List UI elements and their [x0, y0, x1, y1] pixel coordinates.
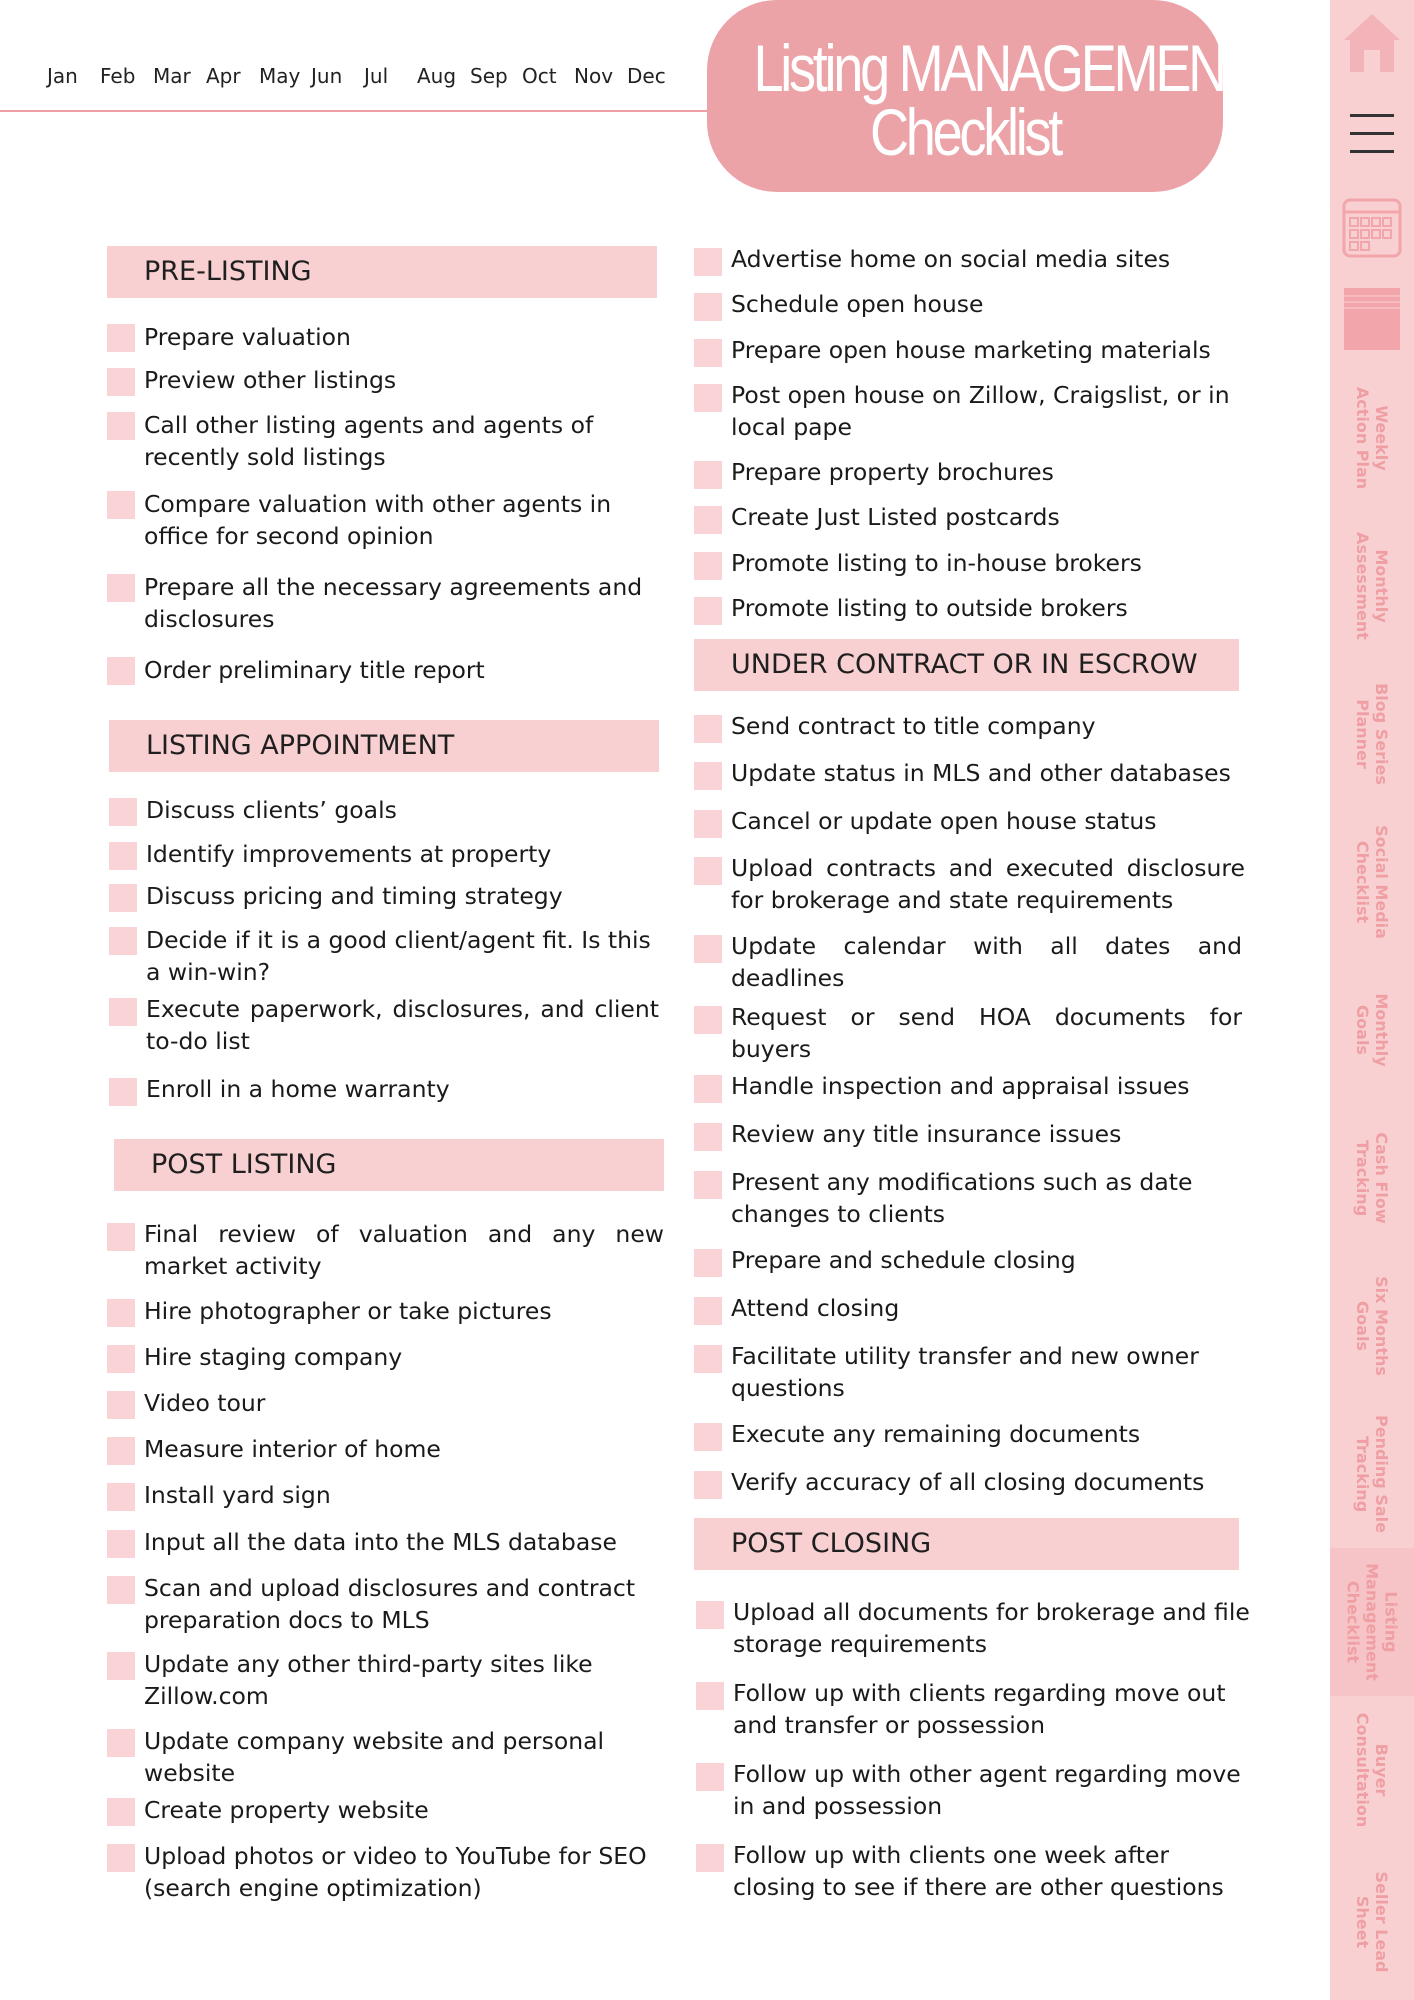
item-text: Hire staging company	[144, 1343, 403, 1371]
tab-label: Cash Flow	[1372, 1132, 1391, 1224]
checkbox[interactable]	[694, 857, 722, 885]
item-text: Prepare all the necessary agreements and disclosures	[144, 573, 643, 633]
checkbox[interactable]	[107, 324, 135, 352]
tab-social-media-checklist[interactable]	[1330, 808, 1414, 959]
tab-label: Listing	[1381, 1591, 1401, 1653]
month-jun[interactable]: Jun	[311, 64, 343, 88]
checkbox[interactable]	[694, 715, 722, 743]
tab-label: Checklist	[1343, 1580, 1363, 1664]
item-text: Request or send HOA documents for buyers	[731, 1003, 1242, 1063]
item-text: Cancel or update open house status	[731, 807, 1157, 835]
item-text: Measure interior of home	[144, 1435, 441, 1463]
item-text: Execute any remaining documents	[731, 1420, 1141, 1448]
item-text: Compare valuation with other agents in office for second opinion	[144, 490, 612, 550]
checkbox[interactable]	[107, 1223, 135, 1251]
checkbox[interactable]	[696, 1844, 724, 1872]
checkbox[interactable]	[109, 927, 137, 955]
item-text: Create Just Listed postcards	[731, 503, 1060, 531]
item-text: Post open house on Zillow, Craigslist, or in local pape	[731, 381, 1230, 441]
header-divider	[0, 110, 712, 112]
calendar-icon	[1330, 180, 1414, 272]
checkbox[interactable]	[694, 461, 722, 489]
checkbox[interactable]	[694, 1006, 722, 1034]
tab-label: Weekly	[1372, 405, 1391, 471]
checkbox[interactable]	[107, 1391, 135, 1419]
checkbox[interactable]	[107, 1437, 135, 1465]
tab-label: Goals	[1353, 1005, 1372, 1055]
section-header-post-listing: POST LISTING	[114, 1139, 664, 1191]
checkbox[interactable]	[694, 810, 722, 838]
tab-pending-sale-tracking[interactable]	[1330, 1400, 1414, 1551]
checkbox[interactable]	[107, 1299, 135, 1327]
home-icon	[1330, 0, 1414, 88]
checkbox[interactable]	[107, 1729, 135, 1757]
item-text: Prepare open house marketing materials	[731, 336, 1211, 364]
page-title-line2: Checklist	[869, 95, 1061, 169]
tab-monthly-goals[interactable]	[1330, 956, 1414, 1107]
tab-label: Consultation	[1353, 1712, 1372, 1828]
month-mar[interactable]: Mar	[153, 64, 191, 88]
page-title-badge	[707, 0, 1254, 192]
checkbox[interactable]	[694, 1123, 722, 1151]
checkbox[interactable]	[694, 1423, 722, 1451]
tab-label: Checklist	[1353, 840, 1372, 924]
checkbox[interactable]	[696, 1763, 724, 1791]
checkbox[interactable]	[107, 412, 135, 440]
month-aug[interactable]: Aug	[417, 64, 457, 88]
month-dec[interactable]: Dec	[627, 64, 666, 88]
item-text: Attend closing	[731, 1294, 900, 1322]
item-text: Hire photographer or take pictures	[144, 1297, 552, 1325]
tab-home[interactable]	[1330, 0, 1414, 91]
section-header-under-contract: UNDER CONTRACT OR IN ESCROW	[694, 639, 1239, 691]
checkbox[interactable]	[694, 552, 722, 580]
item-text: Update status in MLS and other databases	[731, 759, 1231, 787]
month-jul[interactable]: Jul	[364, 64, 389, 88]
checkbox[interactable]	[694, 935, 722, 963]
tab-buyer-consultation[interactable]	[1330, 1696, 1414, 1847]
item-text: Install yard sign	[144, 1481, 331, 1509]
item-text: Call other listing agents and agents of recently sold listings	[144, 411, 594, 471]
item-text: Input all the data into the MLS database	[144, 1528, 617, 1556]
month-feb[interactable]: Feb	[100, 64, 136, 88]
page-title-line1: Listing MANAGEMENT	[753, 31, 1254, 105]
item-text: Prepare and schedule closing	[731, 1246, 1076, 1274]
checkbox[interactable]	[109, 842, 137, 870]
item-text: Discuss clients’ goals	[146, 796, 397, 824]
item-text: Prepare property brochures	[731, 458, 1054, 486]
checkbox[interactable]	[109, 884, 137, 912]
tab-label: Six Months	[1372, 1276, 1391, 1376]
item-text: Handle inspection and appraisal issues	[731, 1072, 1190, 1100]
item-text: Create property website	[144, 1796, 429, 1824]
section-header-post-closing: POST CLOSING	[694, 1518, 1239, 1570]
tab-blog-series-planner[interactable]	[1330, 660, 1414, 811]
item-text: Send contract to title company	[731, 712, 1096, 740]
tab-label: Monthly	[1372, 993, 1391, 1067]
item-text: Review any title insurance issues	[731, 1120, 1122, 1148]
tab-seller-lead-sheet[interactable]	[1330, 1844, 1414, 2000]
tab-cash-flow-tracking[interactable]	[1330, 1104, 1414, 1255]
item-text: Promote listing to outside brokers	[731, 594, 1128, 622]
checkbox[interactable]	[694, 1297, 722, 1325]
checkbox[interactable]	[694, 1249, 722, 1277]
tab-label: Blog Series	[1372, 683, 1391, 785]
item-text: Verify accuracy of all closing documents	[731, 1468, 1205, 1496]
item-text: Upload all documents for brokerage and file storage requirements	[733, 1598, 1250, 1658]
month-nov[interactable]: Nov	[574, 64, 614, 88]
checkbox[interactable]	[694, 293, 722, 321]
checkbox[interactable]	[694, 1075, 722, 1103]
checkbox[interactable]	[109, 998, 137, 1026]
section-header-pre-listing: PRE-LISTING	[107, 246, 657, 298]
tab-calendar[interactable]	[1330, 180, 1414, 275]
month-jan[interactable]: Jan	[47, 64, 78, 88]
item-text: Follow up with clients one week after closing to see if there are other questions	[733, 1841, 1224, 1901]
item-text: Schedule open house	[731, 290, 984, 318]
item-text: Video tour	[144, 1389, 266, 1417]
item-text: Update any other third-party sites like Zillow.com	[144, 1650, 593, 1710]
item-text: Order preliminary title report	[144, 656, 485, 684]
item-text: Decide if it is a good client/agent fit. Is this a win-win?	[146, 926, 651, 986]
month-may[interactable]: May	[259, 64, 301, 88]
item-text: Final review of valuation and any new market activity	[144, 1220, 664, 1280]
tab-label: Tracking	[1353, 1139, 1372, 1217]
checkbox[interactable]	[107, 491, 135, 519]
item-text: Present any modifications such as date changes to clients	[731, 1168, 1193, 1228]
checkbox[interactable]	[107, 1798, 135, 1826]
tab-label: Planner	[1353, 699, 1372, 769]
tab-label: Action Plan	[1353, 386, 1372, 490]
checkbox[interactable]	[694, 384, 722, 412]
tab-label: Management	[1362, 1563, 1382, 1681]
tab-menu[interactable]	[1330, 88, 1414, 183]
tab-label: Assessment	[1353, 532, 1372, 640]
tab-label: Monthly	[1372, 549, 1391, 623]
checkbox[interactable]	[109, 798, 137, 826]
checkbox[interactable]	[694, 1345, 722, 1373]
checkbox[interactable]	[694, 248, 722, 276]
tab-label: Sheet	[1353, 1895, 1372, 1949]
item-text: Follow up with clients regarding move out and transfer or possession	[733, 1679, 1226, 1739]
tab-monthly-assessment[interactable]	[1330, 512, 1414, 663]
item-text: Execute paperwork, disclosures, and client to-do list	[146, 995, 659, 1055]
checkbox[interactable]	[109, 1078, 137, 1106]
item-text: Upload photos or video to YouTube for SEO (search engine optimization)	[144, 1842, 647, 1902]
tab-listing-management-checklist[interactable]	[1330, 1548, 1414, 1699]
item-text: Follow up with other agent regarding move in and possession	[733, 1760, 1241, 1820]
item-text: Update calendar with all dates and deadlines	[731, 932, 1242, 992]
tab-label: Pending Sale	[1372, 1415, 1391, 1533]
tab-label: Buyer	[1372, 1743, 1391, 1797]
tab-label: Goals	[1353, 1301, 1372, 1351]
notepad-icon	[1330, 272, 1414, 364]
checkbox[interactable]	[694, 1471, 722, 1499]
month-apr[interactable]: Apr	[206, 64, 241, 88]
checkbox[interactable]	[696, 1682, 724, 1710]
checkbox[interactable]	[694, 1171, 722, 1199]
checkbox[interactable]	[694, 339, 722, 367]
item-text: Discuss pricing and timing strategy	[146, 882, 563, 910]
item-text: Enroll in a home warranty	[146, 1075, 450, 1103]
item-text: Upload contracts and executed disclosure for brokerage and state requirements	[731, 854, 1245, 914]
item-text: Advertise home on social media sites	[731, 245, 1171, 273]
checkbox[interactable]	[107, 1483, 135, 1511]
checkbox[interactable]	[107, 574, 135, 602]
tab-weekly-action-plan[interactable]	[1330, 364, 1414, 515]
item-text: Promote listing to in-house brokers	[731, 549, 1142, 577]
checkbox[interactable]	[107, 657, 135, 685]
month-sep[interactable]: Sep	[470, 64, 508, 88]
section-header-listing-appointment: LISTING APPOINTMENT	[109, 720, 659, 772]
item-text: Facilitate utility transfer and new owner questions	[731, 1342, 1199, 1402]
tab-label: Social Media	[1372, 825, 1391, 939]
checkbox[interactable]	[107, 1576, 135, 1604]
item-text: Preview other listings	[144, 366, 397, 394]
checkbox[interactable]	[107, 1652, 135, 1680]
checkbox[interactable]	[107, 1844, 135, 1872]
checkbox[interactable]	[694, 597, 722, 625]
checkbox[interactable]	[694, 506, 722, 534]
month-oct[interactable]: Oct	[522, 64, 557, 88]
checkbox[interactable]	[107, 1345, 135, 1373]
checkbox[interactable]	[694, 762, 722, 790]
tab-label: Tracking	[1353, 1435, 1372, 1513]
checkbox[interactable]	[107, 1530, 135, 1558]
item-text: Prepare valuation	[144, 323, 351, 351]
tab-notes[interactable]	[1330, 272, 1414, 367]
menu-icon	[1330, 88, 1414, 180]
checkbox[interactable]	[107, 368, 135, 396]
checkbox[interactable]	[696, 1601, 724, 1629]
item-text: Update company website and personal website	[144, 1727, 605, 1787]
item-text: Scan and upload disclosures and contract preparation docs to MLS	[144, 1574, 636, 1634]
tab-six-months-goals[interactable]	[1330, 1252, 1414, 1403]
item-text: Identify improvements at property	[146, 840, 552, 868]
tab-label: Seller Lead	[1372, 1871, 1391, 1973]
